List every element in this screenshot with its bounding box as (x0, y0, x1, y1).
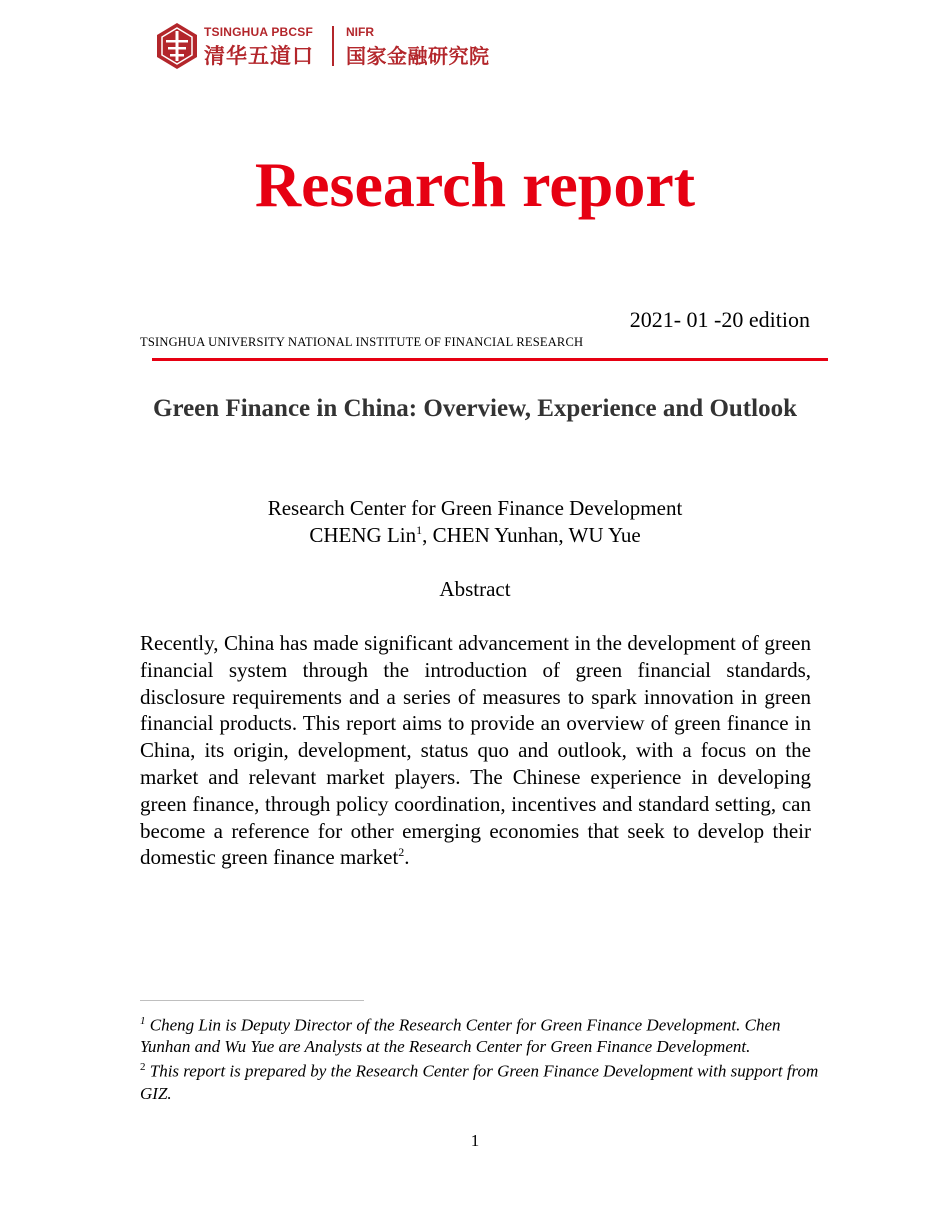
header-logo (156, 22, 516, 72)
abstract-text (140, 630, 811, 871)
document-title: Green Finance in China: Overview, Experience and Outlook (153, 395, 797, 422)
logo-pbcsf-chinese: 清华五道口 (204, 44, 314, 68)
page-number: 1 (470, 1131, 480, 1150)
author-first: CHENG Lin (309, 523, 417, 547)
logo-pbcsf-english: TSINGHUA PBCSF (204, 25, 314, 39)
footnote-ref-2[interactable]: 2 (398, 845, 405, 860)
footnotes (140, 1011, 820, 1104)
authors (0, 523, 950, 548)
abstract-heading: Abstract (439, 577, 511, 601)
logo-nifr-english: NIFR (346, 25, 374, 39)
abstract-end: . (404, 845, 410, 870)
research-center: Research Center for Green Finance Development (267, 496, 683, 520)
edition-date: 2021- 01 -20 edition (629, 307, 810, 332)
footnote-text-1: Cheng Lin is Deputy Director of the Research Center for Green Finance Development. Chen Yunhan and Wu Yue are Analysts at the Research Center for Green Finance Development. (140, 1015, 781, 1057)
footnote-mark-2: 2 (140, 1061, 146, 1074)
footnote-ref-1[interactable]: 1 (416, 523, 423, 537)
footnote-mark-1: 1 (140, 1015, 146, 1027)
authors-rest: , CHEN Yunhan, WU Yue (422, 523, 641, 547)
report-title: Research report (254, 149, 696, 220)
abstract-paragraph: Recently, China has made significant advancement in the development of green financial system through the introduction of green financial standards, disclosure requirements and a series of measures to spark innovation in green financial products. This report aims to provide an overview of green finance in China, its origin, development, status quo and outlook, with a focus on the market and relevant market players. The Chinese experience in developing green finance, through policy coordination, incentives and standard setting, can become a reference for other emerging economies that seek to develop their domestic green finance market (140, 631, 811, 870)
institute-name: TSINGHUA UNIVERSITY NATIONAL INSTITUTE OF FINANCIAL RESEARCH (140, 335, 584, 349)
footnote-separator (140, 1000, 364, 1001)
footnote-2 (140, 1057, 820, 1103)
footnote-1 (140, 1011, 820, 1057)
footnote-text-2: This report is prepared by the Research Center for Green Finance Development with support from GIZ. (140, 1062, 819, 1103)
header-divider (152, 358, 828, 361)
logo-nifr-chinese: 国家金融研究院 (346, 44, 490, 68)
pbcsf-emblem-icon (156, 22, 198, 70)
logo-divider (332, 26, 334, 66)
